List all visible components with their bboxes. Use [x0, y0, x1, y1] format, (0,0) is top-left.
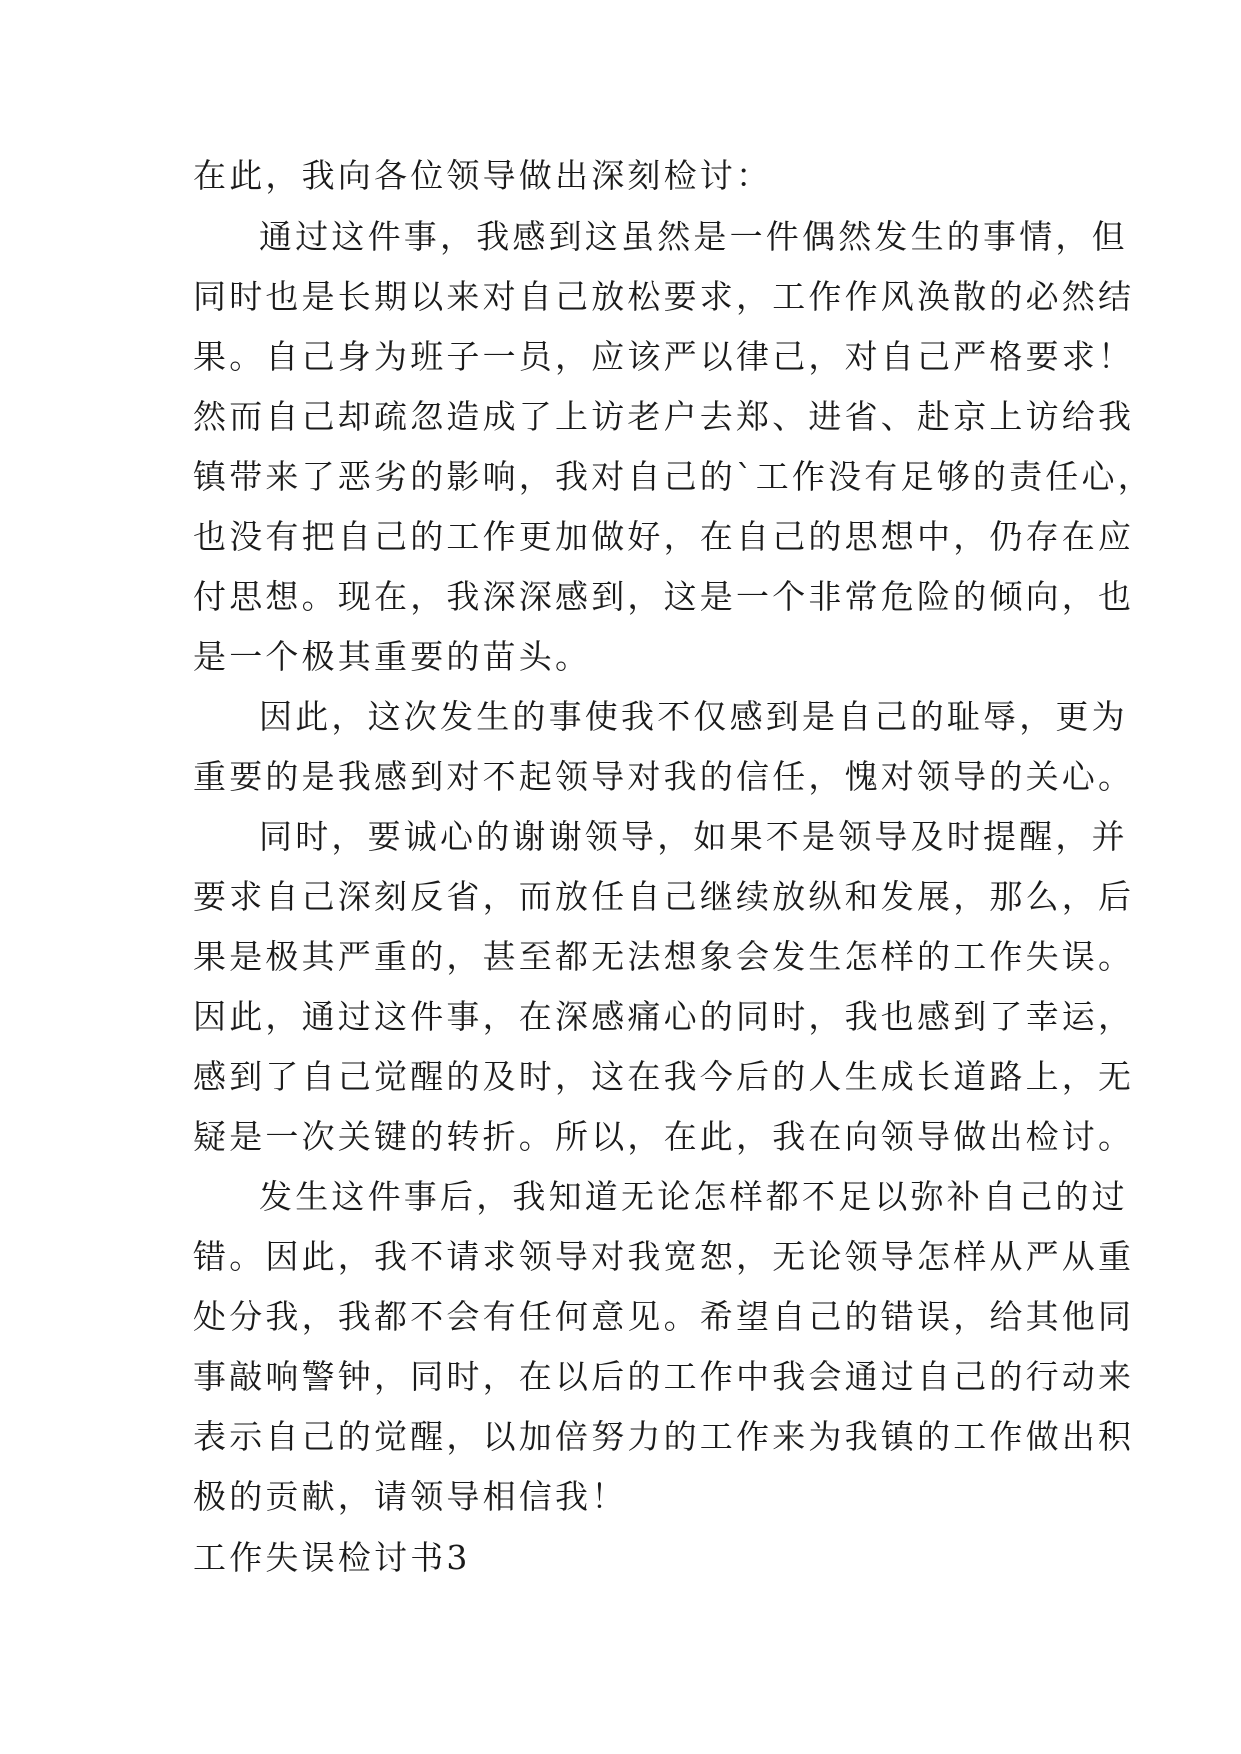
text-line: 极的贡献，请领导相信我！ [193, 1477, 628, 1516]
text-line: 然而自己却疏忽造成了上访老户去郑、进省、赴京上访给我 [193, 397, 1135, 436]
text-line: 同时也是长期以来对自己放松要求，工作作风涣散的必然结 [193, 277, 1135, 316]
text-line: 疑是一次关键的转折。所以，在此，我在向领导做出检讨。 [193, 1117, 1135, 1156]
text-line: 镇带来了恶劣的影响，我对自己的`工作没有足够的责任心， [193, 457, 1154, 496]
text-line: 果是极其严重的，甚至都无法想象会发生怎样的工作失误。 [193, 937, 1135, 976]
text-line: 付思想。现在，我深深感到，这是一个非常危险的倾向，也 [193, 577, 1135, 616]
text-line: 错。因此，我不请求领导对我宽恕，无论领导怎样从严从重 [193, 1237, 1135, 1276]
paragraph-first-line: 通过这件事，我感到这虽然是一件偶然发生的事情，但 [259, 217, 1128, 256]
text-line: 在此，我向各位领导做出深刻检讨： [193, 156, 773, 195]
paragraph-first-line: 发生这件事后，我知道无论怎样都不足以弥补自己的过 [259, 1177, 1128, 1216]
text-line: 事敲响警钟，同时，在以后的工作中我会通过自己的行动来 [193, 1357, 1135, 1396]
paragraph-first-line: 因此，这次发生的事使我不仅感到是自己的耻辱，更为 [259, 697, 1128, 736]
text-line: 处分我，我都不会有任何意见。希望自己的错误，给其他同 [193, 1297, 1135, 1336]
text-line: 也没有把自己的工作更加做好，在自己的思想中，仍存在应 [193, 517, 1135, 556]
paragraph-first-line: 同时，要诚心的谢谢领导，如果不是领导及时提醒，并 [259, 817, 1128, 856]
text-line: 表示自己的觉醒，以加倍努力的工作来为我镇的工作做出积 [193, 1417, 1135, 1456]
text-line: 要求自己深刻反省，而放任自己继续放纵和发展，那么，后 [193, 877, 1135, 916]
text-line: 果。自己身为班子一员，应该严以律己，对自己严格要求！ [193, 337, 1135, 376]
text-line: 因此，通过这件事，在深感痛心的同时，我也感到了幸运， [193, 997, 1135, 1036]
section-heading: 工作失误检讨书3 [193, 1538, 471, 1577]
text-line: 重要的是我感到对不起领导对我的信任，愧对领导的关心。 [193, 757, 1135, 796]
text-line: 是一个极其重要的苗头。 [193, 637, 592, 676]
text-line: 感到了自己觉醒的及时，这在我今后的人生成长道路上，无 [193, 1057, 1135, 1096]
